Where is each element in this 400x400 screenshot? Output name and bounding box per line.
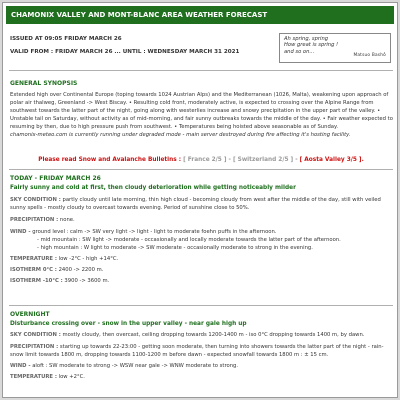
wind-label: WIND -	[10, 362, 31, 369]
temperature-label: TEMPERATURE :	[10, 256, 57, 263]
isotherm-0-label: ISOTHERM 0°C :	[10, 267, 57, 274]
isotherm-0-value: 2400 -> 2200 m.	[58, 267, 104, 274]
today-details	[10, 197, 394, 286]
divider	[9, 70, 393, 71]
synopsis-text	[10, 92, 394, 139]
haiku-box	[279, 33, 391, 63]
bulletin-link-france[interactable]: [ France 2/5 ]	[183, 157, 227, 163]
sky-label: SKY CONDITION :	[10, 197, 61, 203]
synopsis-body: Extended high over Continental Europe (toping towards 1024 Austrian Alps) and the Mediterranean (1026, Malta), weakening upon approach of polar air thalweg, Greenland -> West Biscay. • Resulting cold front, moderately active, is expected to crossing over the Alpine Range from southwest towards the latter part of the night, going along with westerlies increase and snowy precipitation in the upper part of the valley. • Unstable tail on Saturday, without activity as of mid-morning, and fair sunny outbreaks towards the middle of the day. • Fair weather expected to resuming by then, due to high pressure push from southwest. • Temperatures being hoisted above seasonable as of Sunday.	[10, 92, 393, 130]
temperature-label: TEMPERATURE :	[10, 373, 57, 380]
forecast-page	[2, 2, 398, 398]
bulletins-prefix: Please read Snow and Avalanche Bulletins :	[38, 157, 182, 163]
page-title: CHAMONIX VALLEY AND MONT-BLANC AREA WEATHER FORECAST	[6, 6, 394, 24]
sky-condition: partly cloudy until late morning, thin high cloud - becoming cloudy from west after the middle of the day, still with veiled sunny spells - mostly cloudy to overcast towards evening. Period of sunshine close to 50%.	[10, 197, 381, 211]
precipitation-label: PRECIPITATION :	[10, 216, 59, 223]
precipitation-label: PRECIPITATION :	[10, 343, 59, 350]
haiku-author: Matsuo Bashô	[353, 52, 386, 58]
sky-label: SKY CONDITION :	[10, 332, 61, 338]
today-heading: TODAY - FRIDAY MARCH 26	[10, 175, 101, 182]
overnight-details	[10, 332, 394, 382]
divider	[9, 169, 393, 170]
wind-mid-mountain: - mid mountain : SW light -> moderate - occasionally and locally moderate towards the latter part of the afternoon.	[37, 236, 341, 243]
temperature-value: low -2°C - high +14°C.	[58, 256, 119, 263]
valid-period: VALID FROM : FRIDAY MARCH 26 ... UNTIL : WEDNESDAY MARCH 31 2021	[10, 49, 240, 55]
wind-aloft: aloft : SW moderate to strong -> WSW near gale -> WNW moderate to strong.	[32, 362, 239, 369]
bulletin-link-aosta[interactable]: [ Aosta Valley 3/5 ]	[299, 157, 362, 163]
bulletins-end: .	[361, 157, 364, 163]
issued-time: ISSUED AT 09:05 FRIDAY MARCH 26	[10, 36, 122, 42]
overnight-subheading: Disturbance crossing over - snow in the upper valley - near gale high up	[10, 321, 247, 327]
bulletin-separator: -	[228, 157, 231, 163]
precipitation-value: starting up towards 22-23:00 - getting soon moderate, then turning into showers towards the latter part of the night - rain-snow limit towards 1800 m, dropping towards 1100-1200 m before dawn - expected snowfall towards 1800 m : ± 15 cm.	[10, 343, 384, 358]
bulletin-link-switzerland[interactable]: [ Switzerland 2/5 ]	[232, 157, 294, 163]
haiku-line-3: and so on...	[284, 48, 315, 55]
bulletin-separator: -	[295, 157, 298, 163]
isotherm-minus10-label: ISOTHERM -10°C :	[10, 278, 63, 285]
avalanche-bulletins	[3, 157, 398, 163]
synopsis-heading: GENERAL SYNOPSIS	[10, 80, 78, 87]
wind-label: WIND -	[10, 228, 31, 235]
haiku-line-2: How great is spring !	[284, 42, 339, 49]
today-subheading: Fairly sunny and cold at first, then cloudy deterioration while getting noticeably milder	[10, 185, 296, 191]
sky-condition: mostly cloudy, then overcast, ceiling dropping towards 1200-1400 m - iso 0°C dropping towards 1400 m, by dawn.	[62, 332, 365, 338]
wind-ground: ground level : calm -> SW very light -> light - light to moderate foehn puffs in the afternoon.	[32, 228, 277, 235]
degraded-mode-note: chamonix-meteo.com is currently running under degraded mode - main server destroyed during fire affecting it's hosting facility.	[10, 131, 351, 138]
precipitation-value: none.	[59, 216, 75, 223]
wind-high-mountain: - high mountain : W light to moderate -> SW moderate - occasionally moderate to strong in the evening.	[37, 244, 313, 251]
divider	[9, 305, 393, 306]
temperature-value: low +2°C.	[58, 373, 85, 380]
haiku-line-1: Ah spring, spring	[284, 36, 329, 42]
isotherm-minus10-value: 3900 -> 3600 m.	[64, 278, 110, 285]
overnight-heading: OVERNIGHT	[10, 311, 50, 318]
